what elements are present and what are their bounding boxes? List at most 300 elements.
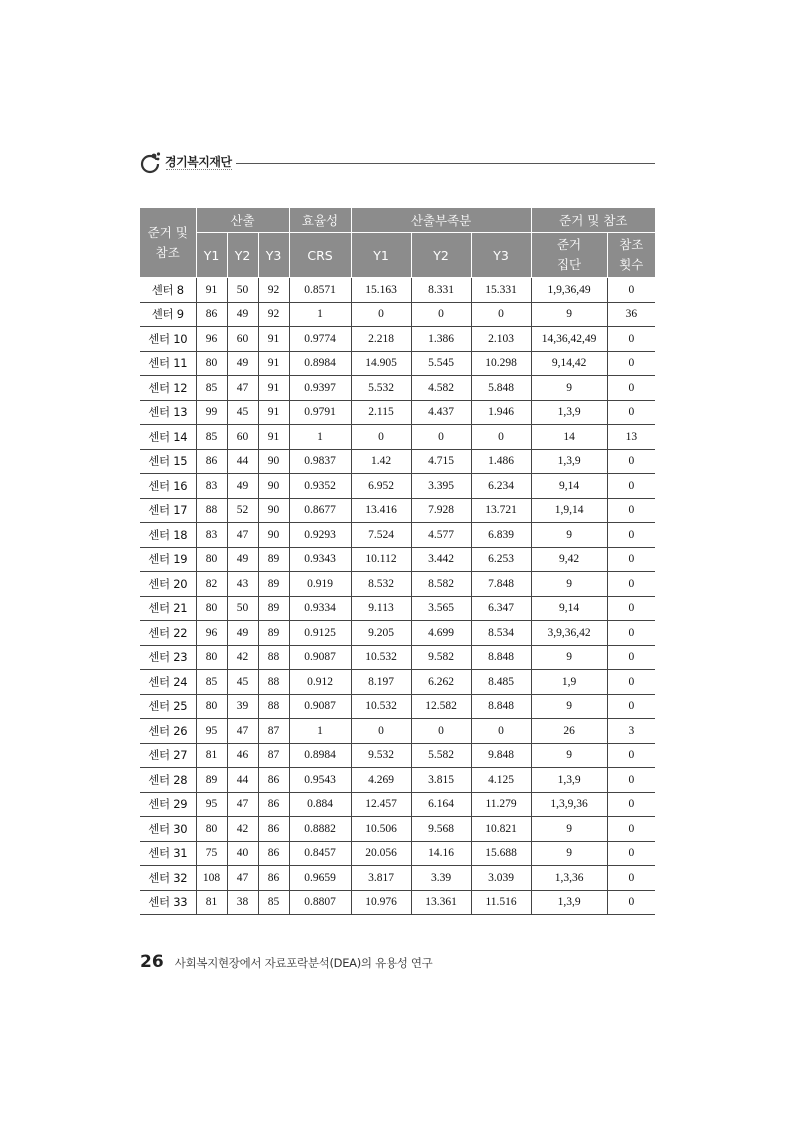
ref-count-value: 0 bbox=[607, 400, 655, 425]
shortfall-y3-value: 0 bbox=[471, 719, 531, 744]
y3-value: 91 bbox=[258, 425, 289, 450]
table-row bbox=[140, 400, 655, 425]
table-row bbox=[140, 547, 655, 572]
ref-group-value: 9 bbox=[531, 817, 607, 842]
shortfall-y1-value: 10.506 bbox=[351, 817, 411, 842]
col-header-ref bbox=[140, 208, 196, 278]
ref-count-value: 0 bbox=[607, 817, 655, 842]
col-group-shortfall: 산출부족분 bbox=[351, 208, 531, 233]
shortfall-y3-value: 0 bbox=[471, 425, 531, 450]
y3-value: 90 bbox=[258, 498, 289, 523]
y3-value: 91 bbox=[258, 327, 289, 352]
table-row bbox=[140, 719, 655, 744]
crs-value: 0.8807 bbox=[289, 890, 351, 915]
crs-value: 0.884 bbox=[289, 792, 351, 817]
table-row bbox=[140, 645, 655, 670]
y1-value: 88 bbox=[196, 498, 227, 523]
y1-value: 91 bbox=[196, 278, 227, 303]
y3-value: 89 bbox=[258, 572, 289, 597]
shortfall-y3-value: 9.848 bbox=[471, 743, 531, 768]
shortfall-y2-value: 1.386 bbox=[411, 327, 471, 352]
shortfall-y2-value: 4.699 bbox=[411, 621, 471, 646]
col-header-shortfall-y3: Y3 bbox=[471, 233, 531, 278]
shortfall-y1-value: 5.532 bbox=[351, 376, 411, 401]
y1-value: 83 bbox=[196, 523, 227, 548]
ref-group-value: 9 bbox=[531, 302, 607, 327]
ref-count-value: 0 bbox=[607, 645, 655, 670]
crs-value: 0.9087 bbox=[289, 645, 351, 670]
col-header-y3: Y3 bbox=[258, 233, 289, 278]
shortfall-y3-value: 1.946 bbox=[471, 400, 531, 425]
y2-value: 39 bbox=[227, 694, 258, 719]
y2-value: 49 bbox=[227, 351, 258, 376]
table-row bbox=[140, 376, 655, 401]
center-name: 센터 20 bbox=[140, 572, 196, 597]
ref-count-value: 0 bbox=[607, 743, 655, 768]
shortfall-y1-value: 10.976 bbox=[351, 890, 411, 915]
y2-value: 60 bbox=[227, 327, 258, 352]
ref-count-value: 0 bbox=[607, 694, 655, 719]
y2-value: 52 bbox=[227, 498, 258, 523]
y3-value: 90 bbox=[258, 449, 289, 474]
ref-group-value: 9 bbox=[531, 376, 607, 401]
table-row bbox=[140, 572, 655, 597]
y3-value: 89 bbox=[258, 547, 289, 572]
center-name: 센터 30 bbox=[140, 817, 196, 842]
center-name: 센터 16 bbox=[140, 474, 196, 499]
ref-count-value: 0 bbox=[607, 523, 655, 548]
crs-value: 0.919 bbox=[289, 572, 351, 597]
shortfall-y2-value: 4.715 bbox=[411, 449, 471, 474]
ref-count-value: 0 bbox=[607, 376, 655, 401]
col-header-ref-count bbox=[607, 233, 655, 278]
page-footer bbox=[140, 952, 432, 976]
ref-group-value: 9 bbox=[531, 743, 607, 768]
y3-value: 87 bbox=[258, 719, 289, 744]
table-row bbox=[140, 890, 655, 915]
ref-group-value: 1,9,14 bbox=[531, 498, 607, 523]
ref-group-value: 9 bbox=[531, 523, 607, 548]
shortfall-y3-value: 15.688 bbox=[471, 841, 531, 866]
y3-value: 91 bbox=[258, 351, 289, 376]
y3-value: 88 bbox=[258, 645, 289, 670]
table-row bbox=[140, 841, 655, 866]
shortfall-y1-value: 9.113 bbox=[351, 596, 411, 621]
center-name: 센터 15 bbox=[140, 449, 196, 474]
y1-value: 80 bbox=[196, 694, 227, 719]
ref-count-value: 13 bbox=[607, 425, 655, 450]
center-name: 센터 26 bbox=[140, 719, 196, 744]
y2-value: 50 bbox=[227, 278, 258, 303]
y1-value: 99 bbox=[196, 400, 227, 425]
shortfall-y3-value: 15.331 bbox=[471, 278, 531, 303]
col-header-ref-group-text: 준거 집단 bbox=[556, 237, 582, 272]
ref-count-value: 0 bbox=[607, 890, 655, 915]
shortfall-y2-value: 7.928 bbox=[411, 498, 471, 523]
table-row bbox=[140, 278, 655, 303]
crs-value: 0.9774 bbox=[289, 327, 351, 352]
col-header-y1: Y1 bbox=[196, 233, 227, 278]
y3-value: 86 bbox=[258, 792, 289, 817]
ref-count-value: 0 bbox=[607, 474, 655, 499]
ref-group-value: 1,3,9 bbox=[531, 890, 607, 915]
crs-value: 0.912 bbox=[289, 670, 351, 695]
y3-value: 86 bbox=[258, 866, 289, 891]
y3-value: 88 bbox=[258, 670, 289, 695]
ref-group-value: 9,42 bbox=[531, 547, 607, 572]
shortfall-y3-value: 4.125 bbox=[471, 768, 531, 793]
crs-value: 0.9837 bbox=[289, 449, 351, 474]
y2-value: 49 bbox=[227, 547, 258, 572]
dea-results-table bbox=[140, 208, 655, 915]
y2-value: 47 bbox=[227, 523, 258, 548]
y2-value: 44 bbox=[227, 768, 258, 793]
foundation-logo-icon bbox=[140, 150, 162, 174]
running-header bbox=[140, 150, 655, 176]
crs-value: 0.8882 bbox=[289, 817, 351, 842]
page-number: 26 bbox=[140, 952, 164, 972]
y1-value: 85 bbox=[196, 670, 227, 695]
shortfall-y3-value: 0 bbox=[471, 302, 531, 327]
ref-count-value: 0 bbox=[607, 278, 655, 303]
table-row bbox=[140, 474, 655, 499]
crs-value: 0.9659 bbox=[289, 866, 351, 891]
y3-value: 89 bbox=[258, 621, 289, 646]
y3-value: 92 bbox=[258, 302, 289, 327]
shortfall-y1-value: 15.163 bbox=[351, 278, 411, 303]
shortfall-y2-value: 9.568 bbox=[411, 817, 471, 842]
y2-value: 45 bbox=[227, 670, 258, 695]
center-name: 센터 17 bbox=[140, 498, 196, 523]
shortfall-y1-value: 10.532 bbox=[351, 645, 411, 670]
ref-group-value: 1,3,9 bbox=[531, 449, 607, 474]
crs-value: 0.9087 bbox=[289, 694, 351, 719]
y1-value: 86 bbox=[196, 449, 227, 474]
shortfall-y3-value: 5.848 bbox=[471, 376, 531, 401]
y1-value: 80 bbox=[196, 547, 227, 572]
ref-count-value: 0 bbox=[607, 866, 655, 891]
ref-group-value: 9 bbox=[531, 841, 607, 866]
y3-value: 90 bbox=[258, 474, 289, 499]
org-subline bbox=[166, 169, 232, 172]
shortfall-y1-value: 9.205 bbox=[351, 621, 411, 646]
y3-value: 86 bbox=[258, 817, 289, 842]
shortfall-y3-value: 11.279 bbox=[471, 792, 531, 817]
ref-count-value: 0 bbox=[607, 841, 655, 866]
shortfall-y2-value: 3.815 bbox=[411, 768, 471, 793]
ref-group-value: 1,9,36,49 bbox=[531, 278, 607, 303]
shortfall-y3-value: 7.848 bbox=[471, 572, 531, 597]
shortfall-y1-value: 4.269 bbox=[351, 768, 411, 793]
table-row bbox=[140, 425, 655, 450]
crs-value: 0.8571 bbox=[289, 278, 351, 303]
center-name: 센터 24 bbox=[140, 670, 196, 695]
shortfall-y1-value: 6.952 bbox=[351, 474, 411, 499]
shortfall-y1-value: 10.112 bbox=[351, 547, 411, 572]
shortfall-y3-value: 2.103 bbox=[471, 327, 531, 352]
center-name: 센터 8 bbox=[140, 278, 196, 303]
ref-group-value: 1,3,36 bbox=[531, 866, 607, 891]
crs-value: 0.9125 bbox=[289, 621, 351, 646]
y1-value: 81 bbox=[196, 890, 227, 915]
y1-value: 89 bbox=[196, 768, 227, 793]
y3-value: 91 bbox=[258, 400, 289, 425]
shortfall-y3-value: 6.253 bbox=[471, 547, 531, 572]
center-name: 센터 28 bbox=[140, 768, 196, 793]
center-name: 센터 32 bbox=[140, 866, 196, 891]
crs-value: 0.8457 bbox=[289, 841, 351, 866]
shortfall-y1-value: 0 bbox=[351, 719, 411, 744]
ref-count-value: 3 bbox=[607, 719, 655, 744]
table-row bbox=[140, 792, 655, 817]
ref-group-value: 1,3,9 bbox=[531, 768, 607, 793]
y3-value: 89 bbox=[258, 596, 289, 621]
y2-value: 47 bbox=[227, 719, 258, 744]
y2-value: 46 bbox=[227, 743, 258, 768]
y2-value: 47 bbox=[227, 376, 258, 401]
shortfall-y1-value: 20.056 bbox=[351, 841, 411, 866]
center-name: 센터 14 bbox=[140, 425, 196, 450]
ref-count-value: 0 bbox=[607, 547, 655, 572]
crs-value: 0.9352 bbox=[289, 474, 351, 499]
shortfall-y1-value: 12.457 bbox=[351, 792, 411, 817]
y1-value: 86 bbox=[196, 302, 227, 327]
y2-value: 47 bbox=[227, 866, 258, 891]
y1-value: 95 bbox=[196, 719, 227, 744]
shortfall-y2-value: 3.39 bbox=[411, 866, 471, 891]
table-row bbox=[140, 351, 655, 376]
ref-group-value: 1,9 bbox=[531, 670, 607, 695]
y2-value: 47 bbox=[227, 792, 258, 817]
table-row bbox=[140, 498, 655, 523]
y3-value: 85 bbox=[258, 890, 289, 915]
center-name: 센터 31 bbox=[140, 841, 196, 866]
book-title: 사회복지현장에서 자료포락분석(DEA)의 유용성 연구 bbox=[174, 956, 433, 970]
ref-count-value: 0 bbox=[607, 596, 655, 621]
shortfall-y3-value: 11.516 bbox=[471, 890, 531, 915]
y2-value: 42 bbox=[227, 817, 258, 842]
center-name: 센터 11 bbox=[140, 351, 196, 376]
shortfall-y1-value: 10.532 bbox=[351, 694, 411, 719]
table-row bbox=[140, 670, 655, 695]
crs-value: 1 bbox=[289, 425, 351, 450]
crs-value: 0.9293 bbox=[289, 523, 351, 548]
shortfall-y2-value: 6.262 bbox=[411, 670, 471, 695]
shortfall-y2-value: 0 bbox=[411, 719, 471, 744]
col-header-y2: Y2 bbox=[227, 233, 258, 278]
shortfall-y2-value: 4.437 bbox=[411, 400, 471, 425]
shortfall-y3-value: 6.234 bbox=[471, 474, 531, 499]
y3-value: 90 bbox=[258, 523, 289, 548]
shortfall-y2-value: 6.164 bbox=[411, 792, 471, 817]
col-header-shortfall-y2: Y2 bbox=[411, 233, 471, 278]
shortfall-y3-value: 8.848 bbox=[471, 694, 531, 719]
y3-value: 91 bbox=[258, 376, 289, 401]
y3-value: 87 bbox=[258, 743, 289, 768]
ref-count-value: 0 bbox=[607, 449, 655, 474]
y2-value: 38 bbox=[227, 890, 258, 915]
y1-value: 96 bbox=[196, 621, 227, 646]
col-header-ref-text: 준거 및 참조 bbox=[147, 224, 188, 260]
y2-value: 43 bbox=[227, 572, 258, 597]
ref-group-value: 9 bbox=[531, 572, 607, 597]
shortfall-y3-value: 6.347 bbox=[471, 596, 531, 621]
shortfall-y1-value: 9.532 bbox=[351, 743, 411, 768]
col-header-crs: CRS bbox=[289, 233, 351, 278]
shortfall-y2-value: 5.582 bbox=[411, 743, 471, 768]
shortfall-y3-value: 6.839 bbox=[471, 523, 531, 548]
shortfall-y3-value: 8.848 bbox=[471, 645, 531, 670]
col-header-shortfall-y1: Y1 bbox=[351, 233, 411, 278]
shortfall-y1-value: 2.218 bbox=[351, 327, 411, 352]
center-name: 센터 9 bbox=[140, 302, 196, 327]
shortfall-y2-value: 14.16 bbox=[411, 841, 471, 866]
table-row bbox=[140, 596, 655, 621]
center-name: 센터 21 bbox=[140, 596, 196, 621]
crs-value: 0.8984 bbox=[289, 351, 351, 376]
header-rule bbox=[236, 163, 655, 164]
ref-group-value: 14,36,42,49 bbox=[531, 327, 607, 352]
y1-value: 81 bbox=[196, 743, 227, 768]
center-name: 센터 23 bbox=[140, 645, 196, 670]
table-row bbox=[140, 449, 655, 474]
shortfall-y1-value: 8.197 bbox=[351, 670, 411, 695]
ref-group-value: 14 bbox=[531, 425, 607, 450]
ref-group-value: 9 bbox=[531, 694, 607, 719]
shortfall-y2-value: 3.565 bbox=[411, 596, 471, 621]
crs-value: 0.9343 bbox=[289, 547, 351, 572]
y2-value: 44 bbox=[227, 449, 258, 474]
crs-value: 0.9543 bbox=[289, 768, 351, 793]
y2-value: 60 bbox=[227, 425, 258, 450]
center-name: 센터 29 bbox=[140, 792, 196, 817]
col-group-output: 산출 bbox=[196, 208, 289, 233]
shortfall-y2-value: 4.582 bbox=[411, 376, 471, 401]
table-row bbox=[140, 302, 655, 327]
crs-value: 0.9397 bbox=[289, 376, 351, 401]
y1-value: 96 bbox=[196, 327, 227, 352]
shortfall-y2-value: 0 bbox=[411, 302, 471, 327]
shortfall-y2-value: 4.577 bbox=[411, 523, 471, 548]
shortfall-y2-value: 9.582 bbox=[411, 645, 471, 670]
shortfall-y2-value: 8.331 bbox=[411, 278, 471, 303]
table-row bbox=[140, 621, 655, 646]
table-row bbox=[140, 743, 655, 768]
y3-value: 92 bbox=[258, 278, 289, 303]
ref-count-value: 0 bbox=[607, 768, 655, 793]
shortfall-y1-value: 8.532 bbox=[351, 572, 411, 597]
ref-group-value: 1,3,9 bbox=[531, 400, 607, 425]
shortfall-y3-value: 8.485 bbox=[471, 670, 531, 695]
table-row bbox=[140, 768, 655, 793]
shortfall-y1-value: 14.905 bbox=[351, 351, 411, 376]
ref-count-value: 0 bbox=[607, 498, 655, 523]
col-header-ref-group bbox=[531, 233, 607, 278]
y1-value: 95 bbox=[196, 792, 227, 817]
crs-value: 1 bbox=[289, 302, 351, 327]
ref-count-value: 0 bbox=[607, 792, 655, 817]
y1-value: 85 bbox=[196, 425, 227, 450]
col-header-ref-count-text: 참조 횟수 bbox=[619, 237, 644, 272]
ref-count-value: 0 bbox=[607, 351, 655, 376]
y2-value: 40 bbox=[227, 841, 258, 866]
center-name: 센터 19 bbox=[140, 547, 196, 572]
crs-value: 0.8984 bbox=[289, 743, 351, 768]
ref-count-value: 0 bbox=[607, 670, 655, 695]
center-name: 센터 27 bbox=[140, 743, 196, 768]
table-row bbox=[140, 694, 655, 719]
y1-value: 83 bbox=[196, 474, 227, 499]
shortfall-y3-value: 1.486 bbox=[471, 449, 531, 474]
y2-value: 49 bbox=[227, 474, 258, 499]
shortfall-y1-value: 13.416 bbox=[351, 498, 411, 523]
table-row bbox=[140, 866, 655, 891]
shortfall-y2-value: 8.582 bbox=[411, 572, 471, 597]
crs-value: 0.8677 bbox=[289, 498, 351, 523]
shortfall-y1-value: 0 bbox=[351, 425, 411, 450]
ref-group-value: 1,3,9,36 bbox=[531, 792, 607, 817]
y2-value: 50 bbox=[227, 596, 258, 621]
ref-count-value: 36 bbox=[607, 302, 655, 327]
table-row bbox=[140, 327, 655, 352]
org-name: 경기복지재단 bbox=[165, 155, 232, 169]
ref-count-value: 0 bbox=[607, 572, 655, 597]
ref-group-value: 9,14,42 bbox=[531, 351, 607, 376]
y1-value: 80 bbox=[196, 596, 227, 621]
ref-group-value: 26 bbox=[531, 719, 607, 744]
y2-value: 49 bbox=[227, 621, 258, 646]
table-row bbox=[140, 523, 655, 548]
center-name: 센터 10 bbox=[140, 327, 196, 352]
center-name: 센터 22 bbox=[140, 621, 196, 646]
shortfall-y3-value: 8.534 bbox=[471, 621, 531, 646]
shortfall-y3-value: 3.039 bbox=[471, 866, 531, 891]
ref-group-value: 3,9,36,42 bbox=[531, 621, 607, 646]
shortfall-y3-value: 10.821 bbox=[471, 817, 531, 842]
y1-value: 80 bbox=[196, 351, 227, 376]
shortfall-y2-value: 12.582 bbox=[411, 694, 471, 719]
ref-count-value: 0 bbox=[607, 621, 655, 646]
table-row bbox=[140, 817, 655, 842]
shortfall-y2-value: 13.361 bbox=[411, 890, 471, 915]
crs-value: 0.9791 bbox=[289, 400, 351, 425]
y3-value: 86 bbox=[258, 841, 289, 866]
y1-value: 85 bbox=[196, 376, 227, 401]
shortfall-y1-value: 1.42 bbox=[351, 449, 411, 474]
y1-value: 75 bbox=[196, 841, 227, 866]
y2-value: 45 bbox=[227, 400, 258, 425]
shortfall-y2-value: 3.395 bbox=[411, 474, 471, 499]
y3-value: 88 bbox=[258, 694, 289, 719]
col-group-ref-set: 준거 및 참조 bbox=[531, 208, 655, 233]
shortfall-y1-value: 3.817 bbox=[351, 866, 411, 891]
y2-value: 49 bbox=[227, 302, 258, 327]
center-name: 센터 18 bbox=[140, 523, 196, 548]
shortfall-y2-value: 5.545 bbox=[411, 351, 471, 376]
crs-value: 0.9334 bbox=[289, 596, 351, 621]
y1-value: 80 bbox=[196, 645, 227, 670]
center-name: 센터 12 bbox=[140, 376, 196, 401]
y3-value: 86 bbox=[258, 768, 289, 793]
center-name: 센터 13 bbox=[140, 400, 196, 425]
shortfall-y1-value: 2.115 bbox=[351, 400, 411, 425]
y1-value: 80 bbox=[196, 817, 227, 842]
col-group-efficiency: 효율성 bbox=[289, 208, 351, 233]
ref-group-value: 9,14 bbox=[531, 474, 607, 499]
center-name: 센터 33 bbox=[140, 890, 196, 915]
table-body bbox=[140, 278, 655, 915]
shortfall-y1-value: 0 bbox=[351, 302, 411, 327]
